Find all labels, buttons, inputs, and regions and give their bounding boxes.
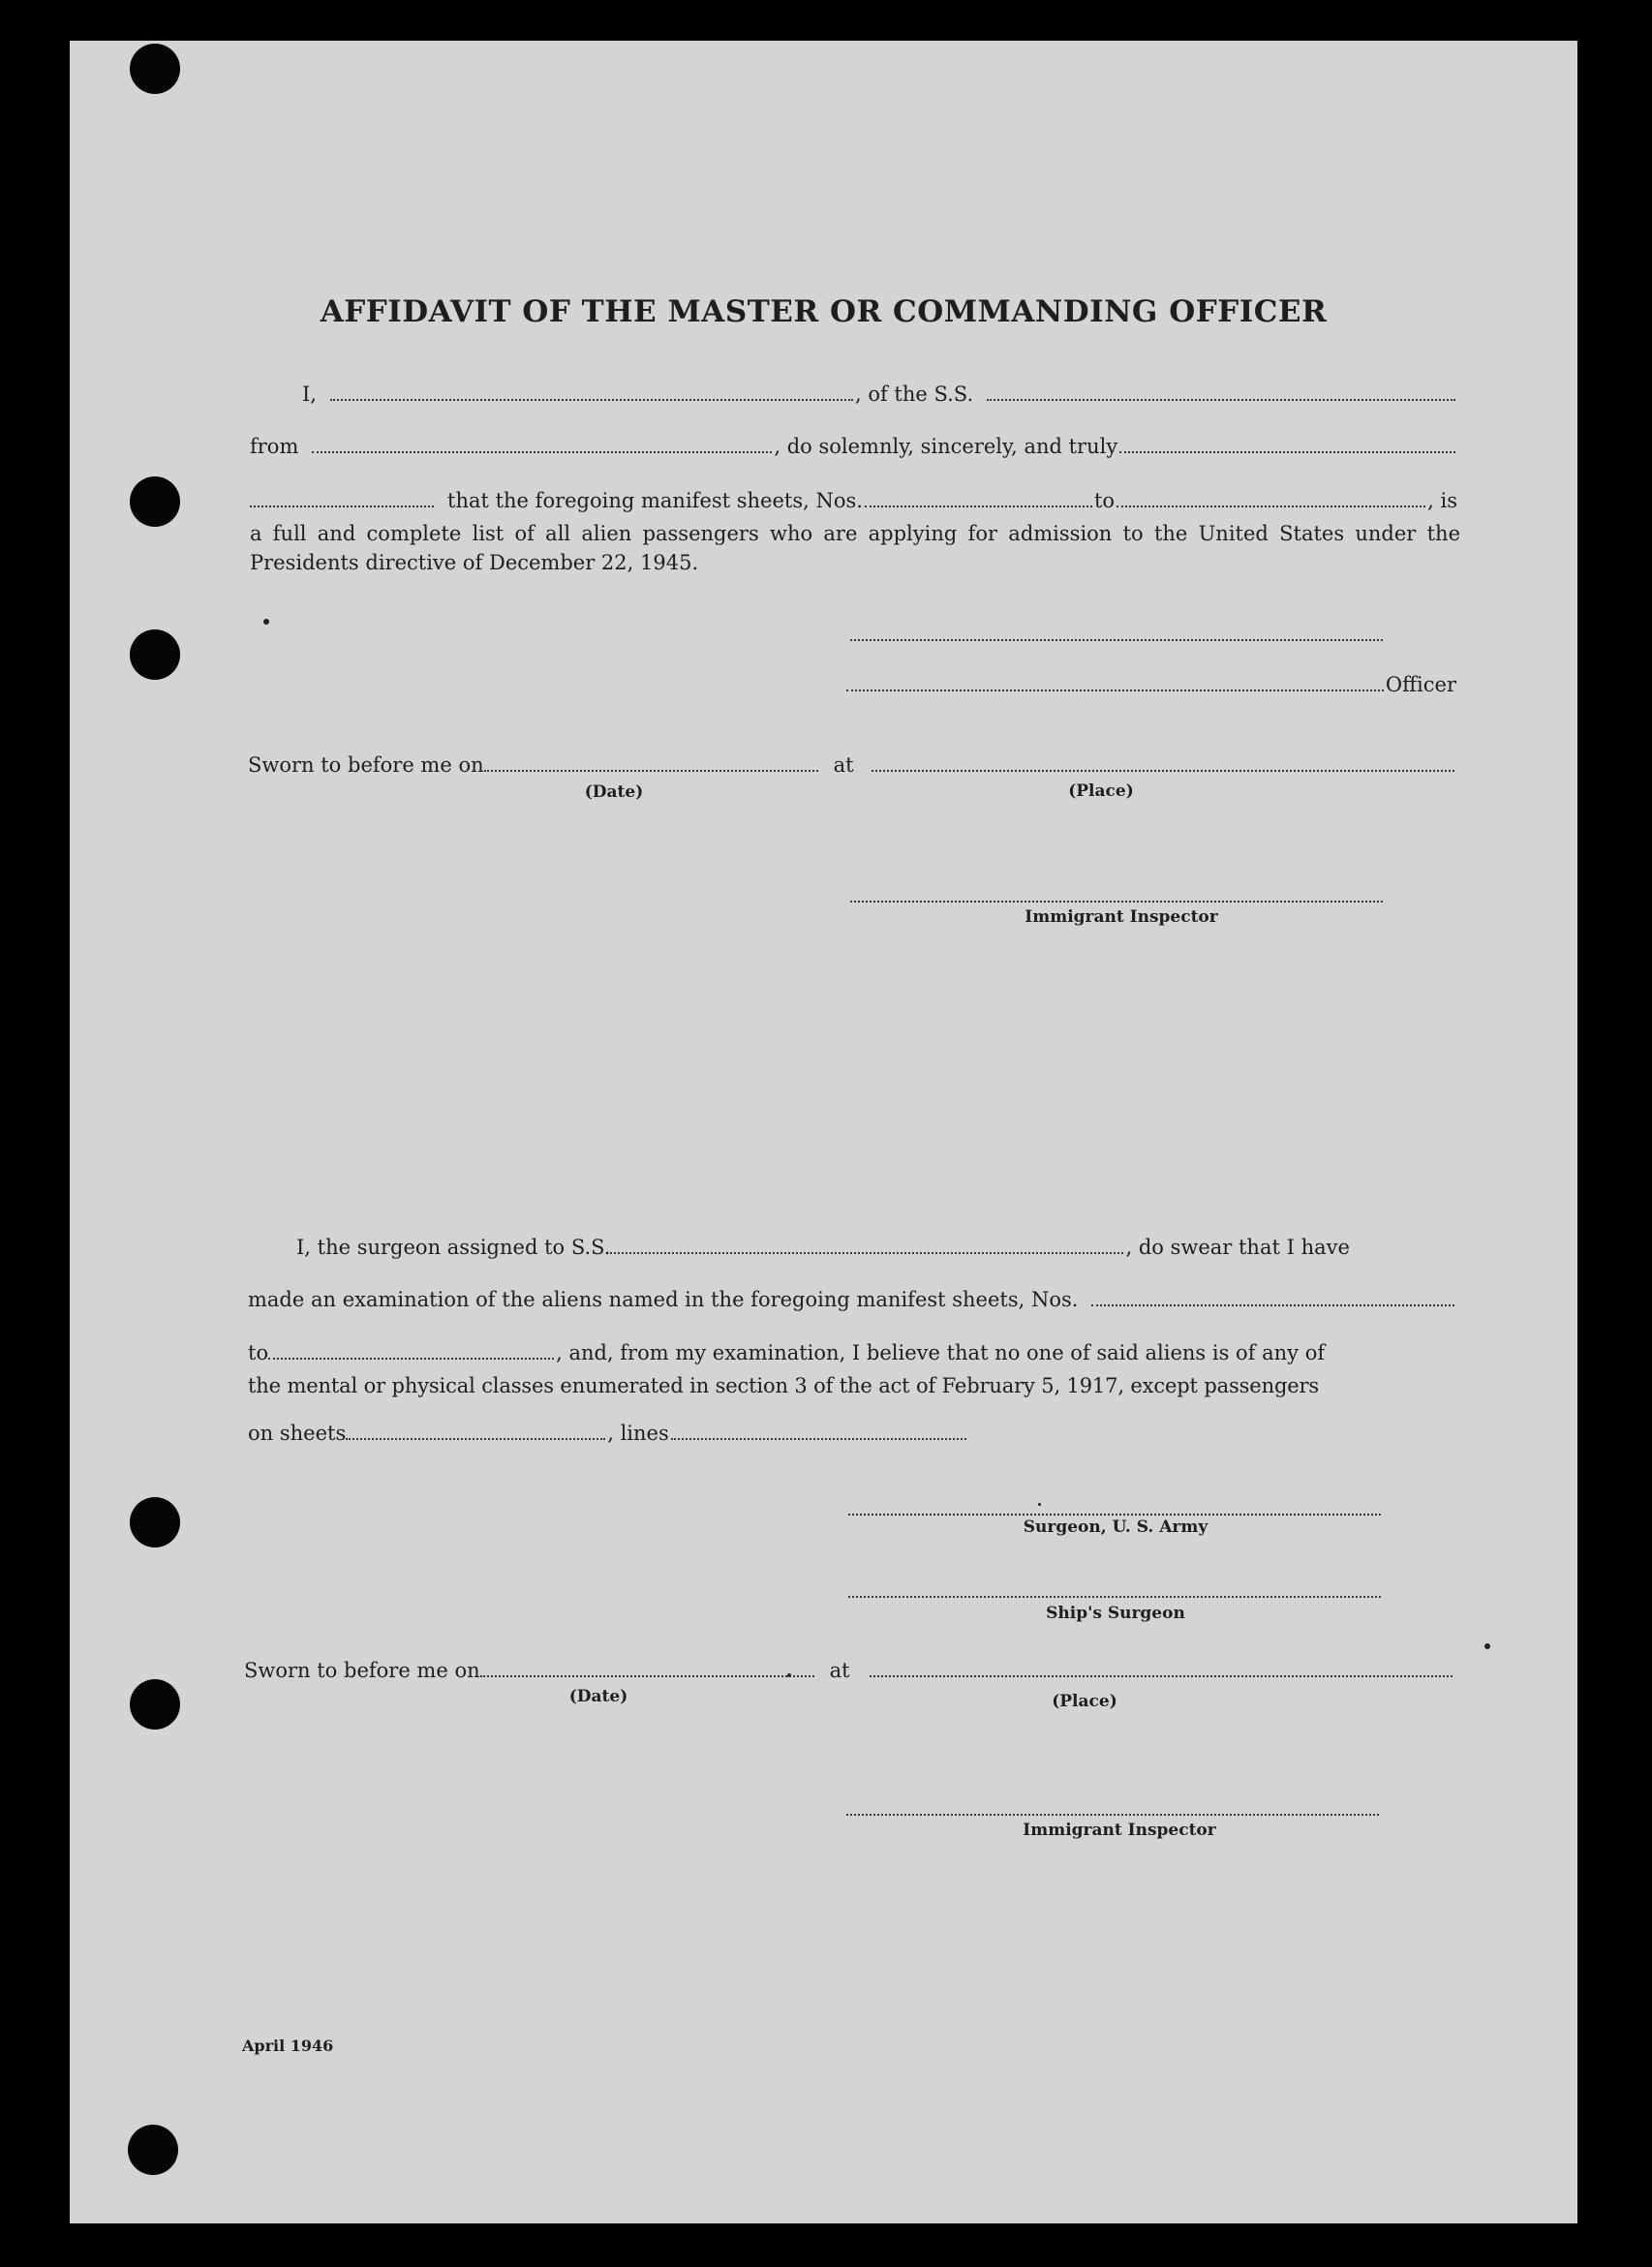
- punch-hole: [130, 1679, 180, 1730]
- ship-surgeon-caption: Ship's Surgeon: [1046, 1604, 1185, 1623]
- text: to: [248, 1341, 269, 1364]
- text: that the foregoing manifest sheets, Nos.: [447, 489, 863, 512]
- inspector-signature-line[interactable]: [850, 899, 1383, 903]
- place-caption: (Place): [1068, 781, 1134, 801]
- date-caption: (Date): [584, 782, 644, 802]
- sworn-date-blank[interactable]: [484, 768, 818, 772]
- punch-hole: [130, 1497, 180, 1547]
- name-blank[interactable]: [330, 397, 853, 401]
- officer-signature-line-1[interactable]: [850, 637, 1383, 641]
- surgeon-sworn-line: [244, 1659, 1454, 1682]
- punch-hole: [128, 2125, 178, 2175]
- text: , and, from my examination, I believe that no one of said aliens is of any of: [556, 1341, 1326, 1364]
- text: Sworn to before me on: [248, 753, 484, 777]
- text: , of the S.S.: [854, 383, 974, 406]
- army-surgeon-caption: Surgeon, U. S. Army: [1023, 1517, 1208, 1537]
- master-line-2: [250, 435, 1457, 458]
- inspector-caption: Immigrant Inspector: [1025, 907, 1218, 927]
- sheets-blank[interactable]: [346, 1436, 605, 1440]
- surgeon-line-3: [248, 1341, 1456, 1364]
- surgeon-line-5: [248, 1422, 1057, 1445]
- punch-hole: [130, 44, 180, 94]
- surgeon-date-caption: (Date): [568, 1687, 628, 1706]
- officer-signature-line-2[interactable]: [846, 688, 1384, 691]
- ship-blank[interactable]: [987, 397, 1455, 401]
- oath-word-blank[interactable]: [250, 504, 434, 507]
- surgeon-to-blank[interactable]: [268, 1356, 554, 1360]
- port-blank[interactable]: [312, 449, 772, 453]
- text: to: [1093, 489, 1116, 512]
- speck: [1038, 1503, 1041, 1506]
- surgeon-inspector-caption: Immigrant Inspector: [1023, 1821, 1216, 1840]
- master-body: a full and complete list of all alien passengers who are applying for admission to the United States under the Presidents directive of December 22, 1945.: [250, 522, 1460, 574]
- sworn-place-blank[interactable]: [872, 768, 1454, 772]
- text: , do solemnly, sincerely, and truly: [774, 435, 1118, 458]
- text: , lines: [607, 1422, 669, 1445]
- punch-hole: [130, 476, 180, 527]
- speck: [263, 619, 269, 625]
- surgeon-place-caption: (Place): [1052, 1692, 1117, 1711]
- surgeon-line-1: [296, 1236, 1456, 1259]
- surgeon-sheets-blank[interactable]: [1091, 1302, 1454, 1306]
- surgeon-line-4: the mental or physical classes enumerated in section 3 of the act of February 5, 1917, except passengers: [248, 1374, 1320, 1397]
- text: Sworn to before me on: [244, 1659, 480, 1682]
- footer-date: April 1946: [242, 2037, 334, 2055]
- text: , do swear that I have: [1125, 1236, 1350, 1259]
- text: I,: [302, 383, 317, 406]
- officer-line: [846, 673, 1456, 696]
- text: , is: [1427, 489, 1457, 512]
- text: at: [833, 753, 854, 777]
- text: on sheets: [248, 1422, 347, 1445]
- form-title: AFFIDAVIT OF THE MASTER OR COMMANDING OFFICER: [320, 294, 1328, 329]
- speck: [1484, 1643, 1490, 1649]
- sheets-to-blank[interactable]: [1117, 504, 1425, 507]
- surgeon-sworn-date-blank[interactable]: [480, 1673, 814, 1677]
- text: at: [829, 1659, 850, 1682]
- lines-blank[interactable]: [671, 1436, 966, 1440]
- text: from: [250, 435, 299, 458]
- master-line-1: [302, 383, 1457, 406]
- surgeon-line-2: [248, 1288, 1456, 1311]
- surgeon-ship-blank[interactable]: [610, 1250, 1123, 1254]
- master-sworn-line: [248, 753, 1456, 777]
- master-line-3: [250, 489, 1457, 512]
- sheets-from-blank[interactable]: [865, 504, 1092, 507]
- surgeon-inspector-signature-line[interactable]: [846, 1812, 1379, 1816]
- text: I, the surgeon assigned to S.S.: [296, 1236, 611, 1259]
- surgeon-sworn-place-blank[interactable]: [870, 1673, 1453, 1677]
- officer-label: Officer: [1385, 673, 1456, 696]
- army-surgeon-signature-line[interactable]: [848, 1512, 1381, 1516]
- punch-hole: [130, 629, 180, 680]
- ship-surgeon-signature-line[interactable]: [848, 1594, 1381, 1598]
- text: made an examination of the aliens named in the foregoing manifest sheets, Nos.: [248, 1288, 1079, 1311]
- oath-blank[interactable]: [1119, 449, 1455, 453]
- form-sheet: [70, 41, 1577, 2223]
